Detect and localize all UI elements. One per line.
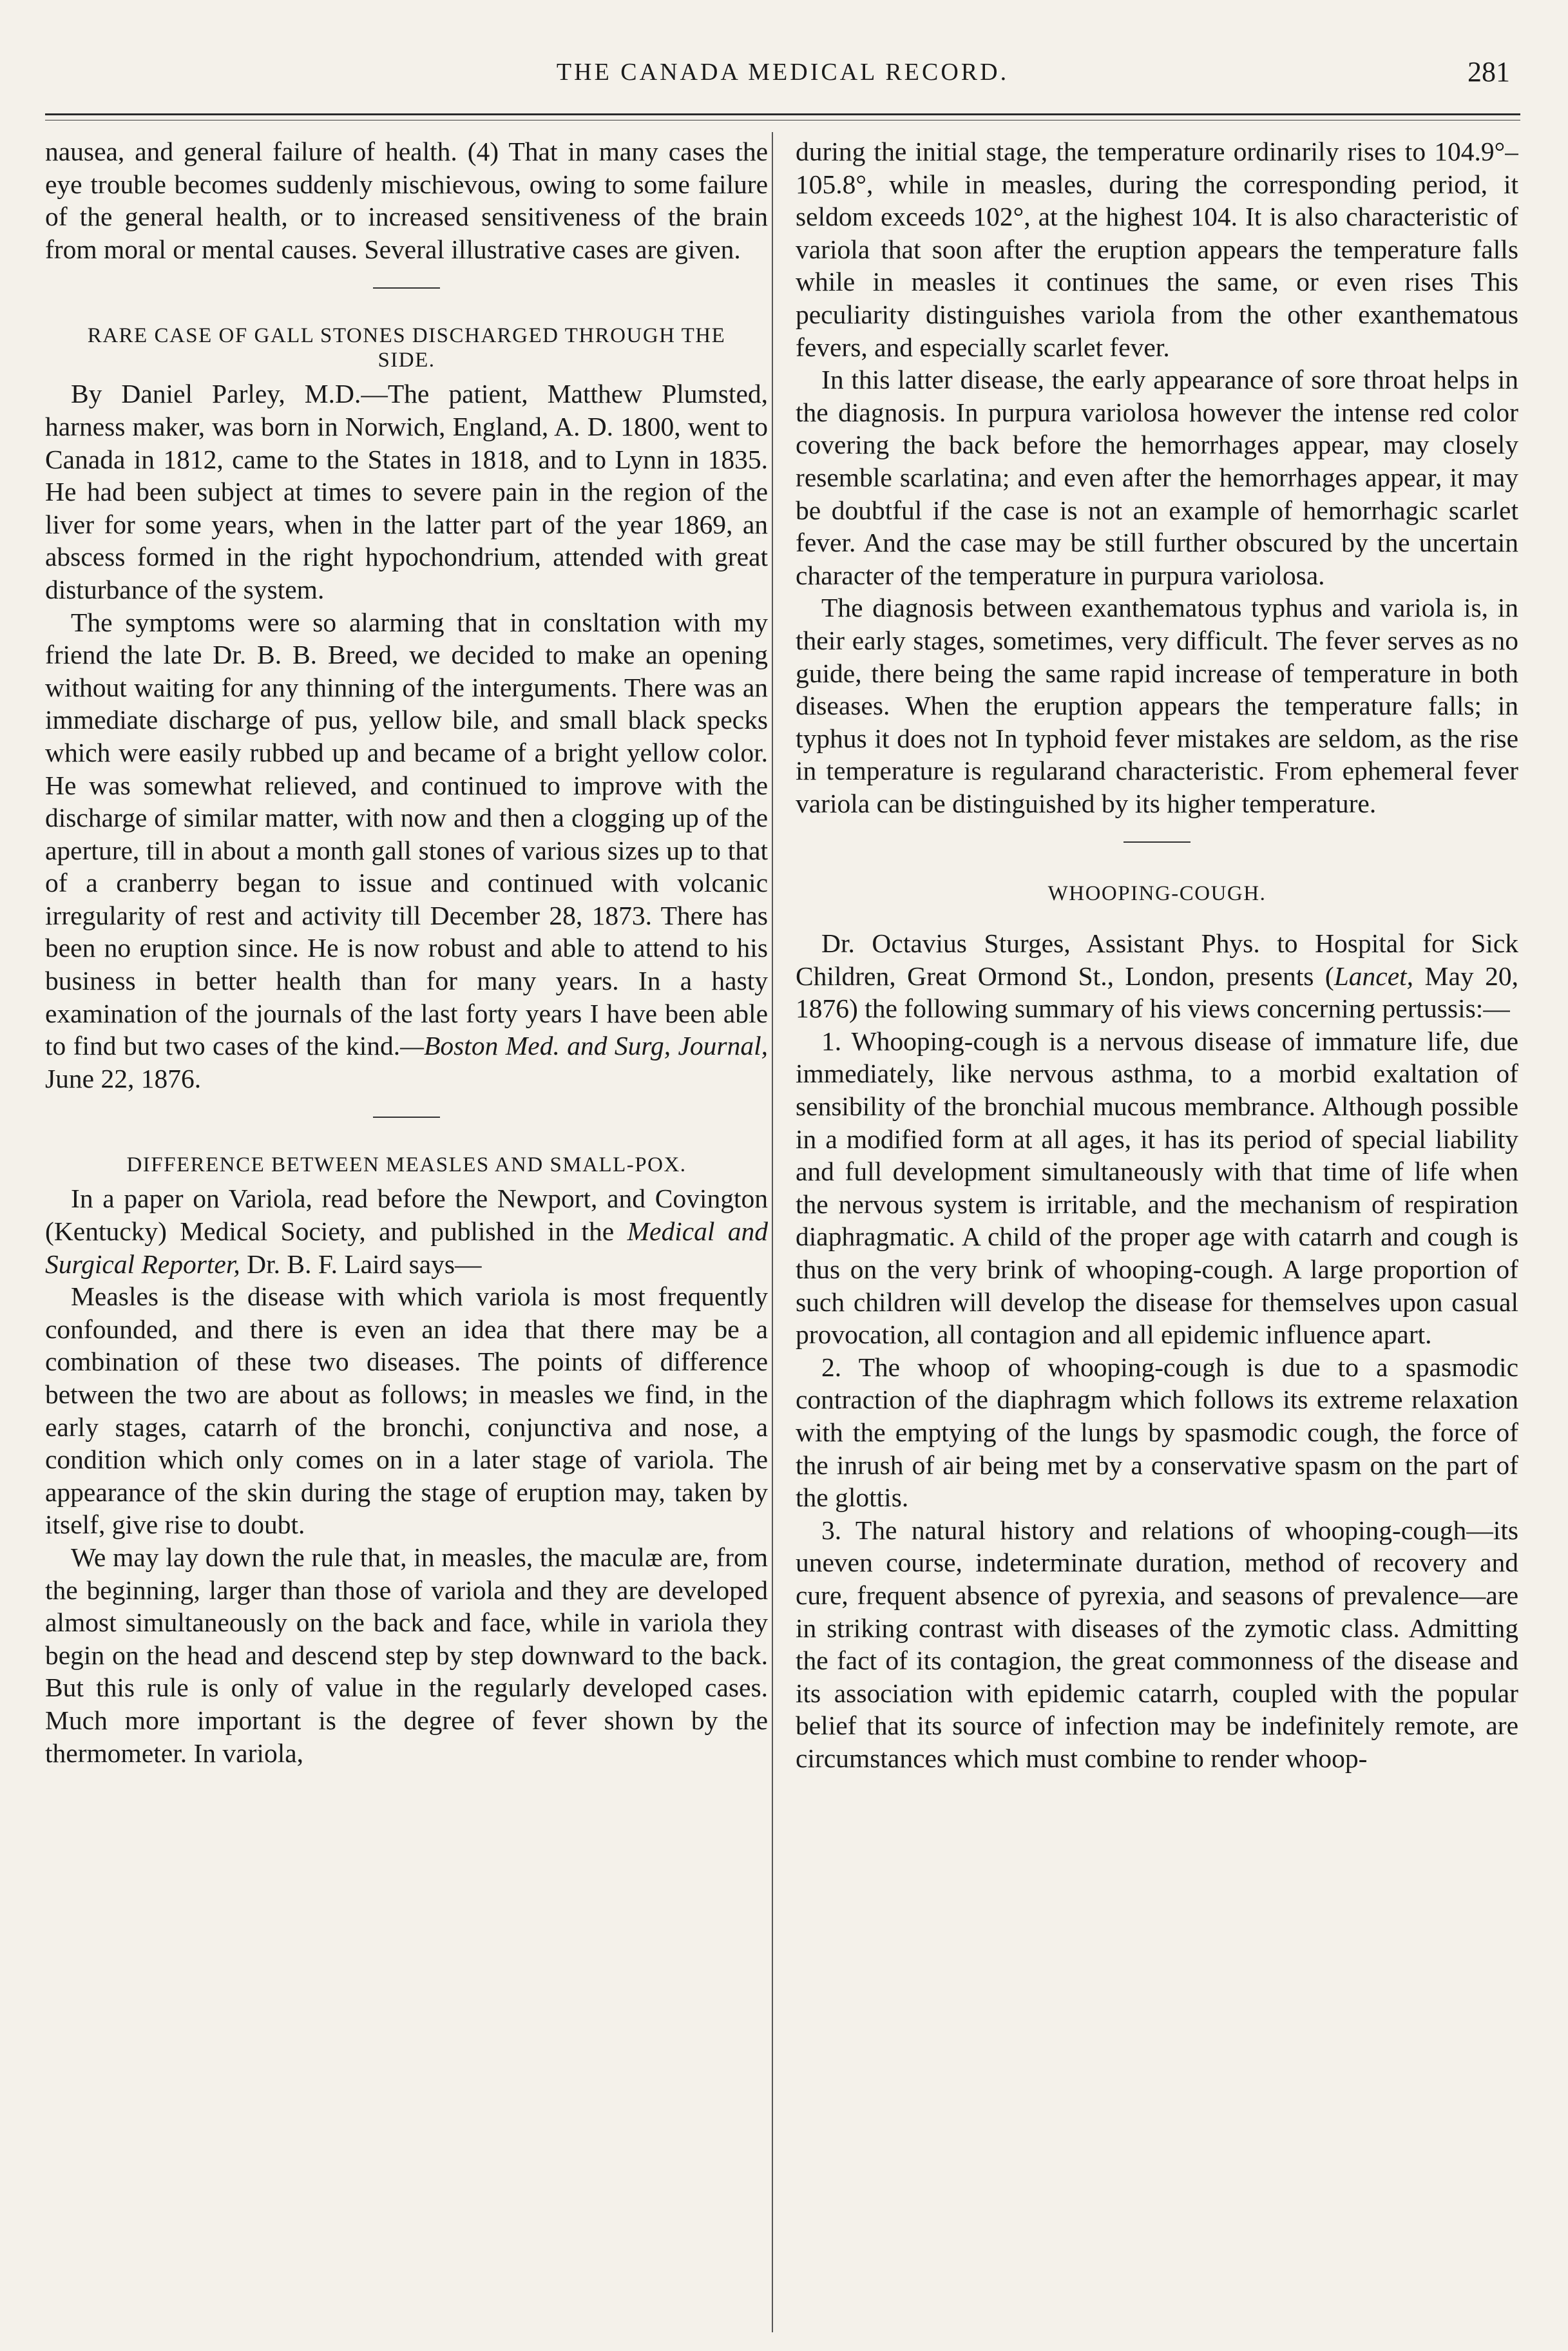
- section-separator: [373, 1117, 440, 1118]
- measles-paragraph-4: In this latter disease, the early appearance of sore throat helps in the diagnosis. In purpura variolosa however the intense red color covering the back before the hemorrhages appear, may closely resemble scarlatina; and even after the hemorrhages appear, it may be doubtful if the case is not an example of hemorrhagic scarlet fever. And the case may be still further obscured by the uncertain character of the temperature in purpura variolosa.: [796, 365, 1518, 590]
- article-heading-whooping-cough: WHOOPING-COUGH.: [1047, 882, 1267, 906]
- gall-stones-paragraph-2-text: The symptoms were so alarming that in consltation with my friend the late Dr. B. B. Breed, we decided to make an opening without waiting for any thinning of the interguments. There was an immediate discharge of pus, yellow bile, and small black specks which were easily rubbed up and became of a bright yellow color. He was somewhat relieved, and continued to improve with the discharge of similar matter, with now and then a clogging up of the aperture, till in about a month gall stones of various sizes up to that of a cranberry began to issue and continued with volcanic irregularity of rest and activity till December 28, 1873. There has been no eruption since. He is now robust and able to attend to his business in better health than for many years. In a hasty examination of the journals of the last forty years I have been able to find but two cases of the kind.: [45, 607, 768, 1061]
- intro-paragraph: nausea, and general failure of health. (4) That in many cases the eye trouble becomes suddenly mischievous, owing to some failure of the general health, or to increased sensitiveness of the brain from moral or mental causes. Several illustrative cases are given.: [45, 137, 768, 264]
- header-rule-thick: [45, 113, 1520, 115]
- whooping-cough-point-2: 2. The whoop of whooping-cough is due to a spasmodic contraction of the diaphragm which follows its extreme relaxation with the emptying of the lungs by spasmodic cough, the force of the inrush of air being met by a conservative spasm on the part of the glottis.: [796, 1352, 1518, 1513]
- measles-continuation: during the initial stage, the temperature ordinarily rises to 104.9°–105.8°, while in measles, during the corresponding period, it seldom exceeds 102°, at the highest 104. It is also characteristic of variola that soon after the eruption appears the temperature falls while in measles it continues the same, or even rises This peculiarity distinguishes variola from the other exanthematous fevers, and especially scarlet fever.: [796, 137, 1518, 362]
- whooping-cough-point-1: 1. Whooping-cough is a nervous disease of immature life, due immediately, like nervous asthma, to a morbid exaltation of sensibility of the bronchial mucous membrance. Although possible in a modified form at all ages, it has its period of special liability and full development simultaneously with that time of life when the nervous system is irritable, and the mechanism of respiration diaphragmatic. A child of the proper age with catarrh and cough is thus on the very brink of whooping-cough. A large proportion of such children will develop the disease for themselves upon casual provocation, all contagion and all epidemic influence apart.: [796, 1026, 1518, 1350]
- measles-paragraph-3: We may lay down the rule that, in measles, the maculæ are, from the beginning, larger than those of variola and they are developed almost simultaneously on the back and face, while in variola they begin on the head and descend step by step downward to the back. But this rule is only of value in the regularly developed cases. Much more important is the degree of fever shown by the thermometer. In variola,: [45, 1542, 768, 1768]
- measles-paragraph-2: Measles is the disease with which variola is most frequently confounded, and there is even an idea that there may be a combination of these two diseases. The points of difference between the two are about as follows; in measles we find, in the early stages, catarrh of the bronchi, conjunctiva and nose, a condition which only comes on in a later stage of variola. The appearance of the skin during the stage of eruption may, taken by itself, give rise to doubt.: [45, 1281, 768, 1540]
- gall-stones-paragraph-2: [45, 606, 768, 1095]
- article-heading-measles: DIFFERENCE BETWEEN MEASLES AND SMALL-POX.: [126, 1153, 687, 1177]
- reporter-title: Medical and Surgical Reporter,: [45, 1216, 768, 1279]
- left-column: [45, 135, 768, 2332]
- whooping-cough-intro-text-a: Dr. Octavius Sturges, Assistant Phys. to Hospital for Sick Children, Great Ormond St., London, presents (: [796, 928, 1518, 991]
- gall-stones-paragraph-1-text: —The patient, Matthew Plumsted, harness maker, was born in Norwich, England, A. D. 1800, went to Canada in 1812, came to the States in 1818, and to Lynn in 1835. He had been subject at times to severe pain in the region of the liver for some years, when in the latter part of the year 1869, an abscess formed in the right hypochondrium, attended with great disturbance of the system.: [45, 379, 768, 604]
- article-heading-gall-stones: RARE CASE OF GALL STONES DISCHARGED THROUGH THE SIDE.: [87, 324, 726, 372]
- right-column: [796, 135, 1518, 2332]
- citation-date: June 22, 1876.: [45, 1063, 202, 1093]
- citation-journal: —Boston Med. and Surg, Journal,: [400, 1031, 768, 1061]
- measles-paragraph-1: [45, 1182, 768, 1280]
- running-head: [45, 53, 1520, 98]
- measles-paragraph-1-text-b: Dr. B. F. Laird says—: [240, 1249, 482, 1279]
- whooping-cough-point-3: 3. The natural history and relations of whooping-cough—its uneven course, indeterminate duration, method of recovery and cure, frequent absence of pyrexia, and seasons of prevalence—are in striking contrast with diseases of the zymotic class. Admitting the fact of its contagion, the great commonness of the disease and its association with epidemic catarrh, coupled with the popular belief that its source of infection may be indefinitely remote, are circumstances which must combine to render whoop-: [796, 1515, 1518, 1773]
- whooping-cough-intro-text-b: May 20, 1876) the following summary of his views concerning pertussis:—: [796, 961, 1518, 1024]
- column-divider: [772, 132, 773, 2332]
- measles-paragraph-1-text-a: In a paper on Variola, read before the Newport, and Covington (Kentucky) Medical Society, and published in the: [45, 1184, 768, 1247]
- journal-title: THE CANADA MEDICAL RECORD.: [556, 59, 1009, 86]
- lancet-title: Lancet,: [1334, 961, 1414, 991]
- byline: By Daniel Parley, M.D.: [71, 379, 361, 409]
- gall-stones-paragraph-1: [45, 378, 768, 606]
- page-number: 281: [1468, 56, 1510, 88]
- whooping-cough-intro: [796, 927, 1518, 1025]
- section-separator: [373, 287, 440, 289]
- section-separator: [1123, 841, 1190, 843]
- measles-paragraph-5: The diagnosis between exanthematous typhus and variola is, in their early stages, sometimes, very difficult. The fever serves as no guide, there being the same rapid increase of temperature in both diseases. When the eruption appears the temperature falls; in typhus it does not In typhoid fever mistakes are seldom, as the rise in temperature is regularand characteristic. From ephemeral fever variola can be distinguished by its higher temperature.: [796, 593, 1518, 818]
